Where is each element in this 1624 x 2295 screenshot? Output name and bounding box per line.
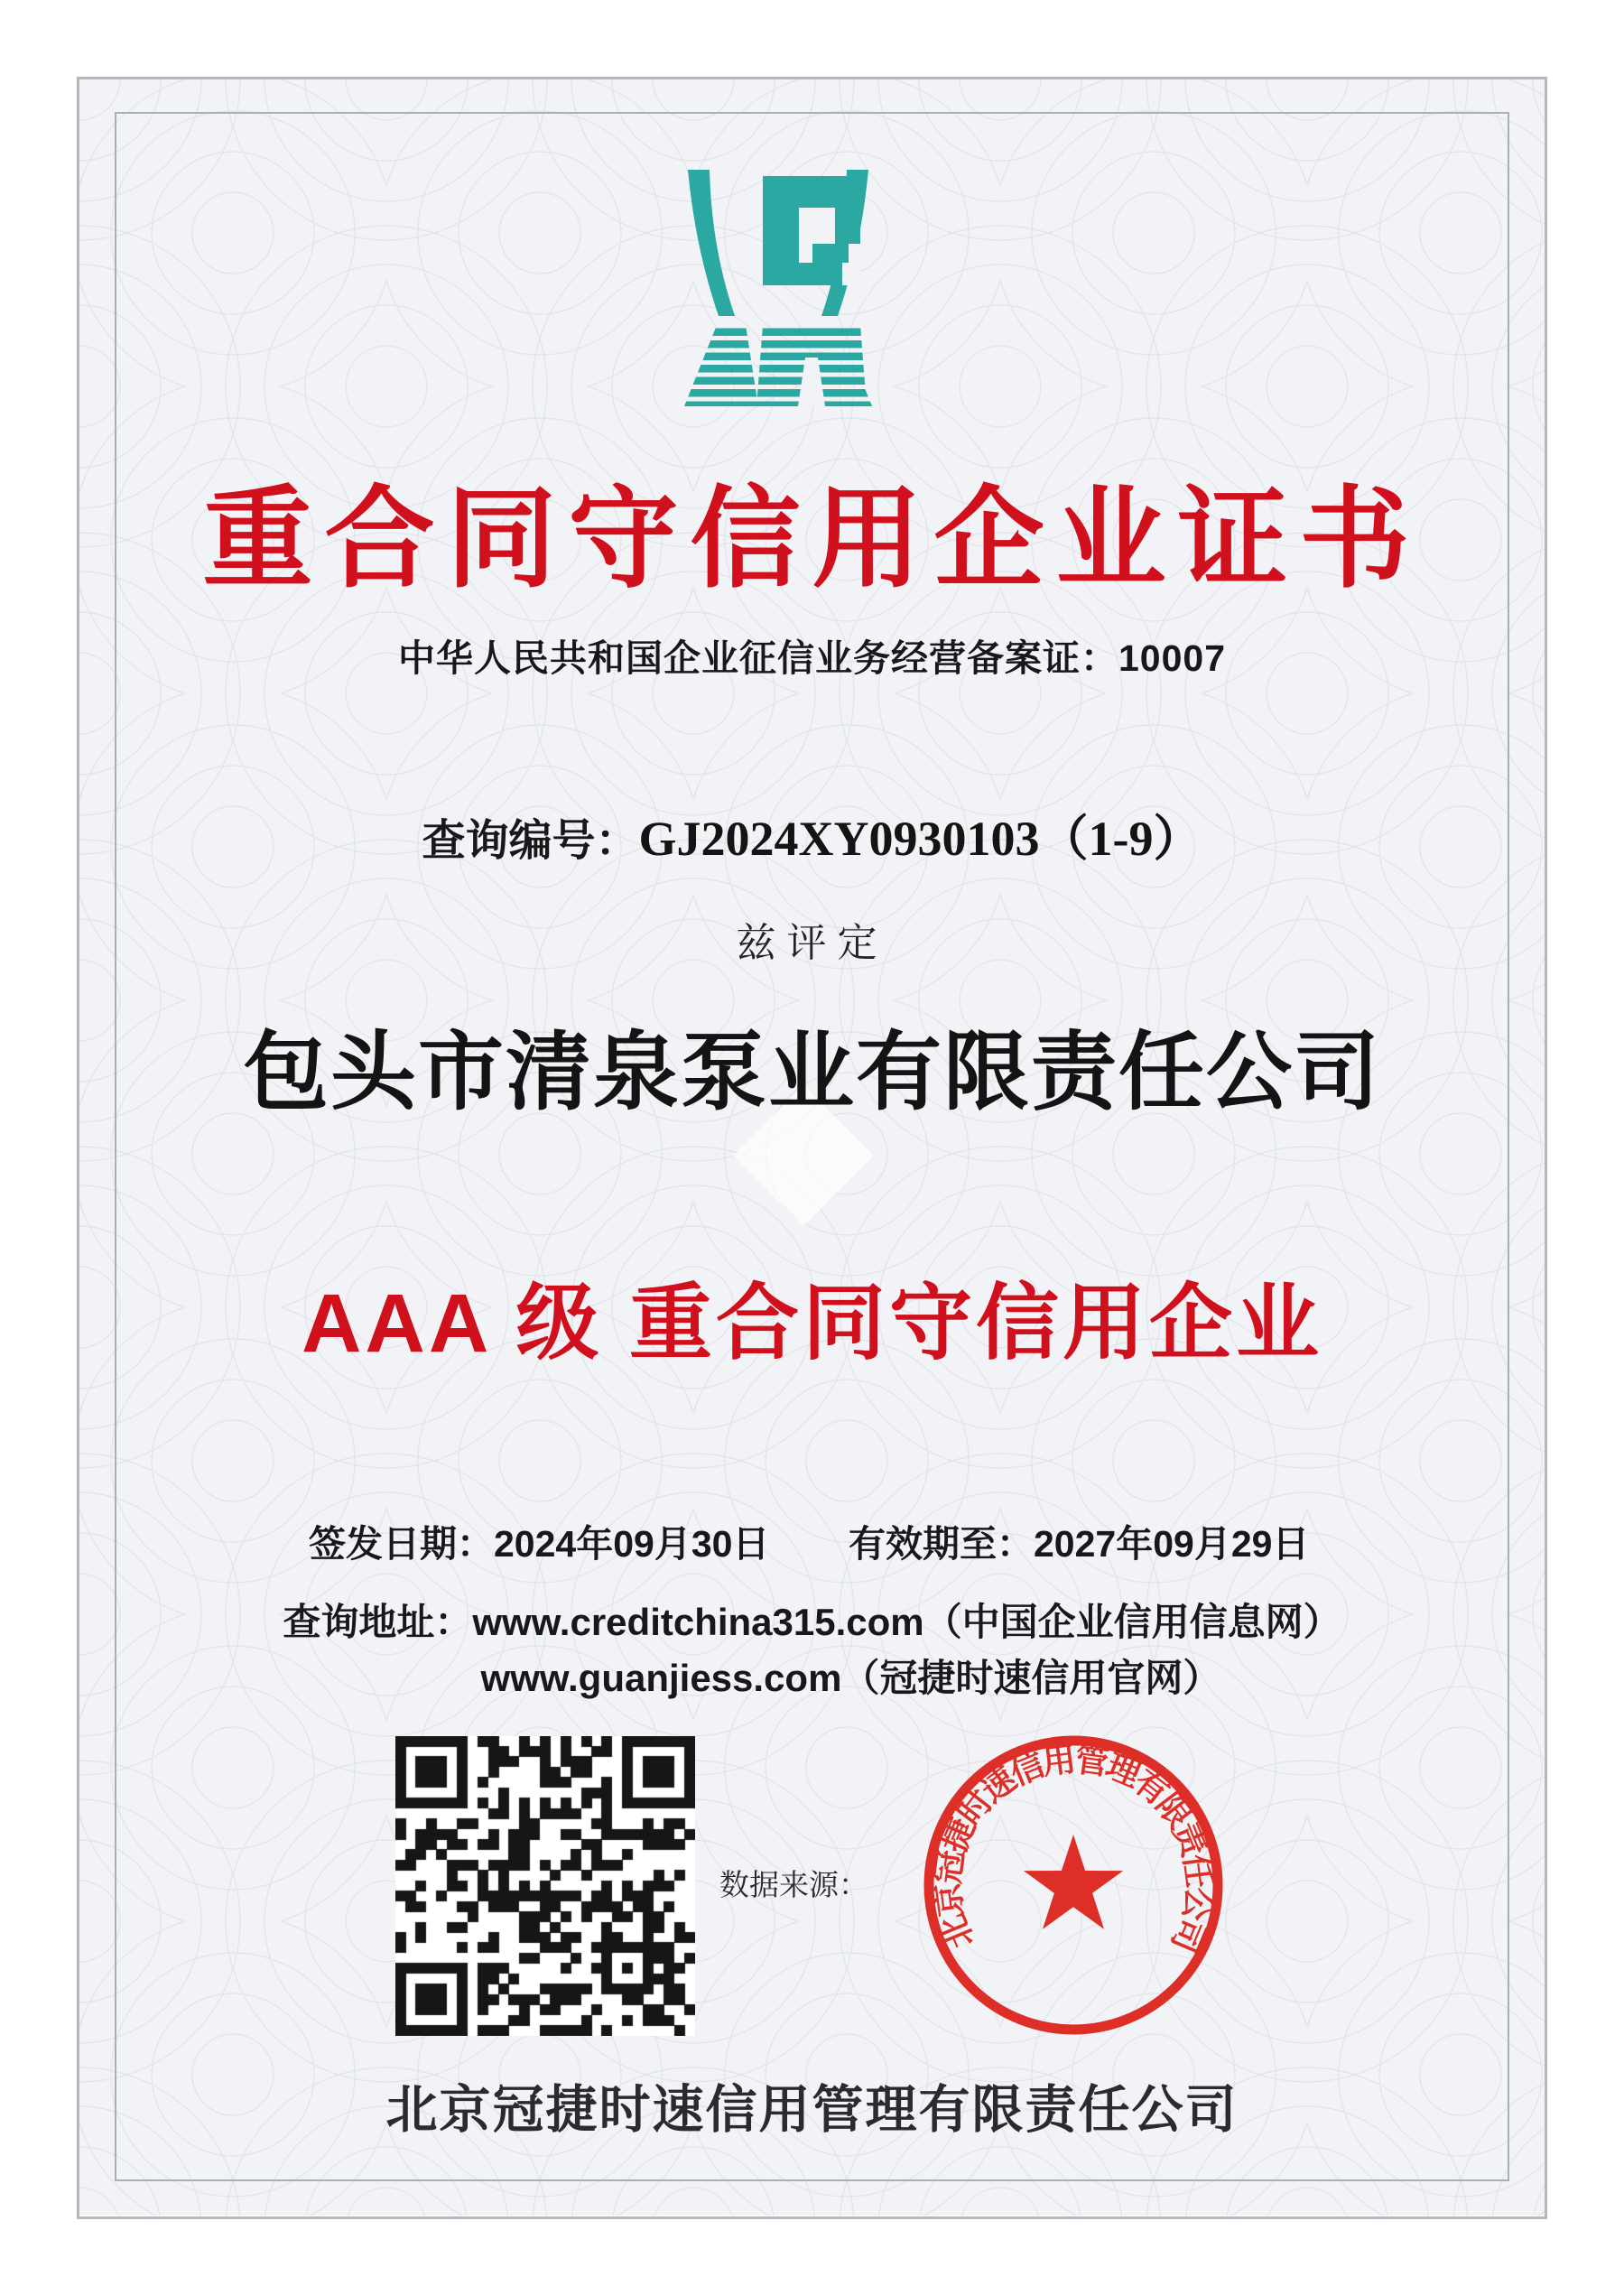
issue-date-value: 2024年09月30日 bbox=[494, 1523, 770, 1565]
query-address-url1: www.creditchina315.com（中国企业信用信息网） bbox=[472, 1601, 1341, 1643]
issue-date bbox=[309, 1514, 769, 1567]
certificate-subtitle: 中华人民共和国企业征信业务经营备案证：10007 bbox=[397, 637, 1226, 679]
guanjie-logo-icon bbox=[673, 170, 883, 406]
query-number-label: 查询编号： bbox=[422, 817, 639, 865]
qr-code bbox=[395, 1736, 695, 2036]
query-address-line1 bbox=[0, 1593, 1624, 1647]
seal-star-icon bbox=[1024, 1835, 1123, 1929]
valid-until-label: 有效期至： bbox=[849, 1523, 1034, 1565]
query-address-label: 查询地址： bbox=[283, 1601, 473, 1643]
certificate-title: 重合同守信用企业证书 bbox=[202, 478, 1422, 600]
query-number-row bbox=[0, 800, 1624, 869]
company-name: 包头市清泉泵业有限责任公司 bbox=[242, 1025, 1381, 1120]
issue-date-label: 签发日期： bbox=[309, 1523, 494, 1565]
company-seal bbox=[920, 1732, 1227, 2039]
query-address-line2: www.guanjiess.com（冠捷时速信用官网） bbox=[480, 1657, 1221, 1699]
seal-arc-text: 北京冠捷时速信用管理有限责任公司 bbox=[930, 1742, 1217, 1955]
query-number-value: GJ2024XY0930103（1-9） bbox=[638, 812, 1202, 866]
data-source-label: 数据来源： bbox=[719, 1870, 868, 1902]
issuer-company-name: 北京冠捷时速信用管理有限责任公司 bbox=[385, 2081, 1239, 2139]
valid-until-value: 2027年09月29日 bbox=[1034, 1523, 1310, 1565]
valid-until bbox=[849, 1514, 1309, 1567]
hereby-text: 兹评定 bbox=[736, 921, 888, 965]
rating-line: AAA 级 重合同守信用企业 bbox=[301, 1278, 1323, 1370]
